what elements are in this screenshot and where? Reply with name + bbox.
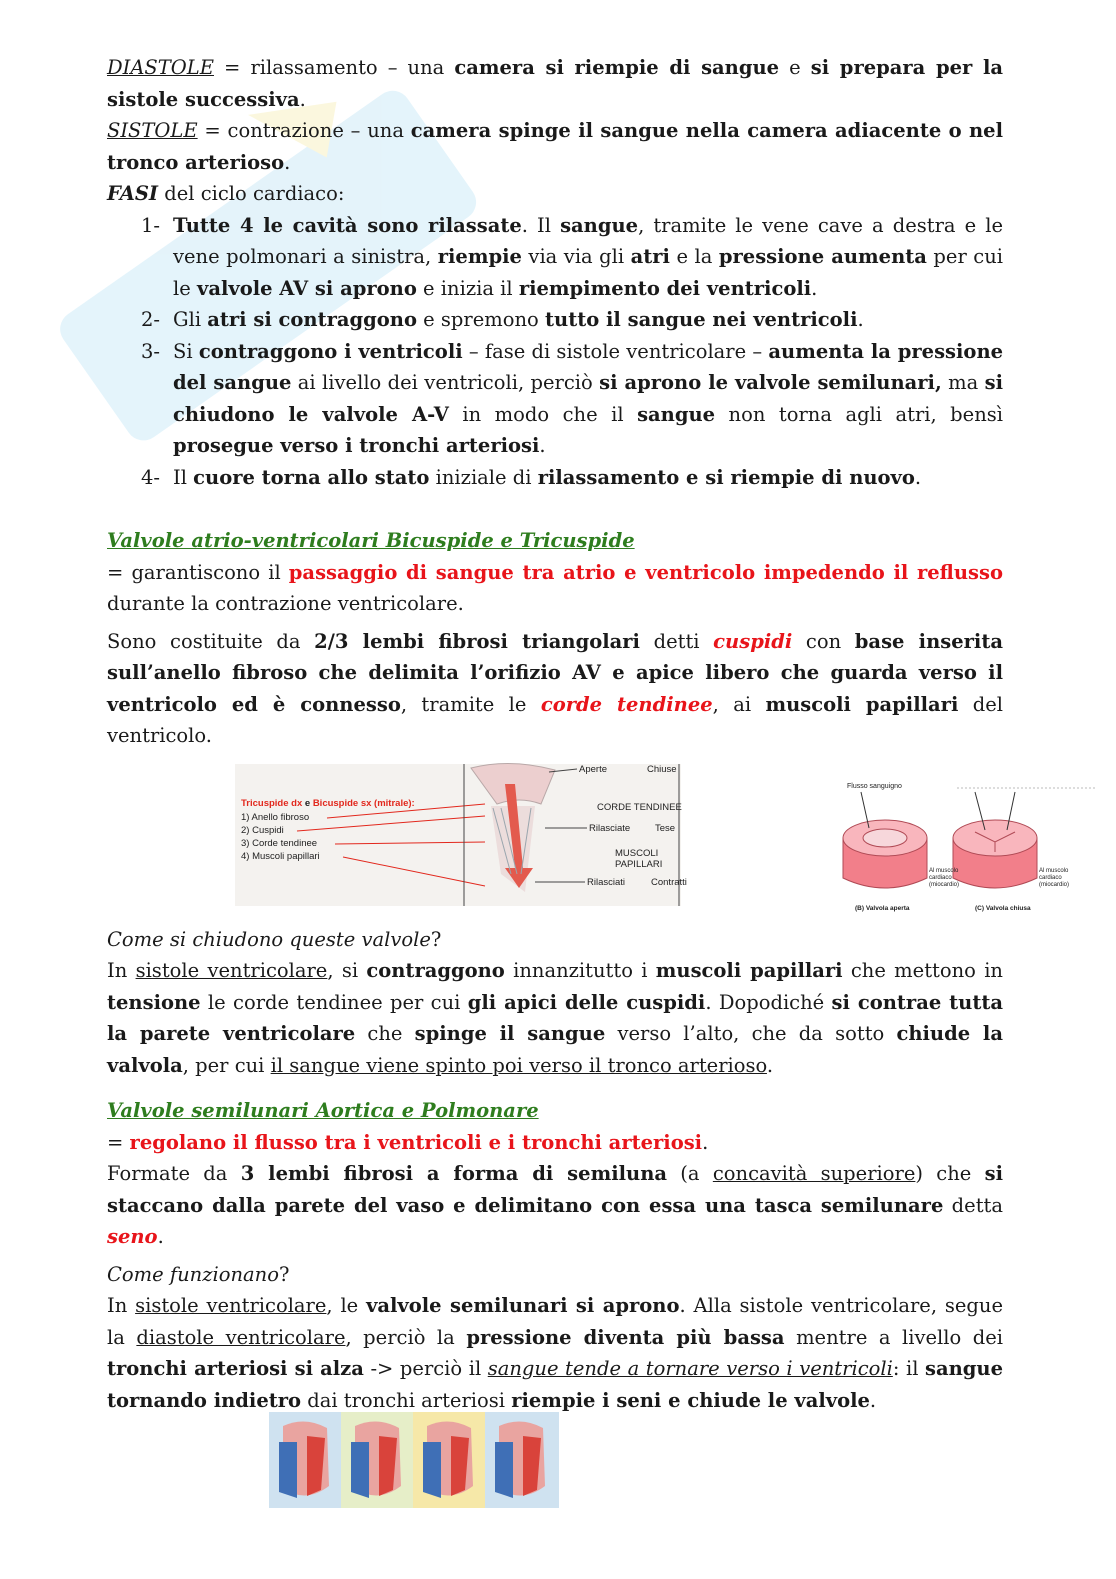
svg-text:PAPILLARI: PAPILLARI [615, 858, 663, 870]
semilunar-function: In sistole ventricolare, le valvole semilunari si aprono. Alla sistole ventricolare, segue la diastole ventricolare, perciò la pressione diventa più bassa mentre a livello dei tronchi arteriosi si alza -> perciò il sangue tende a tornare verso i ventricoli: il sangue tornando indietro dai tronchi arteriosi riempie i seni e chiude le valvole. [107, 1294, 1004, 1412]
svg-text:(C) Valvola chiusa: (C) Valvola chiusa [975, 904, 1031, 912]
svg-text:cardiaco: cardiaco [1039, 874, 1062, 881]
semilunar-definition: = regolano il flusso tra i ventricoli e i tronchi arteriosi. [107, 1130, 709, 1154]
fasi-list [107, 210, 1003, 494]
av-valve-diagram [235, 763, 687, 906]
figure-item: 3) Corde tendinee [241, 837, 318, 849]
document-page [107, 52, 1070, 1416]
list-item: 1- Tutte 4 le cavità sono rilassate. Il sangue, tramite le vene cave a destra e le vene polmonari a sinistra, riempie via via gli atri e la pressione aumenta per cui le valvole AV si aprono e inizia il riempimento dei ventricoli. [141, 213, 1003, 300]
figure-item: 4) Muscoli papillari [241, 850, 320, 862]
svg-text:(miocardio): (miocardio) [929, 881, 960, 888]
diastole-paragraph: DIASTOLE = rilassamento – una camera si riempie di sangue e si prepara per la sistole successiva. [107, 56, 1003, 111]
svg-text:Al muscolo: Al muscolo [1039, 867, 1069, 874]
list-item: 4- Il cuore torna allo stato iniziale di rilassamento e si riempie di nuovo. [141, 465, 922, 489]
av-definition: = garantiscono il passaggio di sangue tra atrio e ventricolo impedendo il reflusso durante la contrazione ventricolare. [107, 560, 1003, 615]
fasi-intro: FASI del ciclo cardiaco: [107, 182, 345, 205]
svg-text:Flusso sanguigno: Flusso sanguigno [847, 782, 902, 790]
figure-item: 1) Anello fibroso [241, 811, 310, 823]
svg-text:Al muscolo: Al muscolo [929, 867, 959, 874]
svg-text:Contratti: Contratti [651, 876, 687, 888]
svg-text:(miocardio): (miocardio) [1039, 881, 1070, 888]
chiusura-paragraph: In sistole ventricolare, si contraggono innanzitutto i muscoli papillari che mettono in tensione le corde tendinee per cui gli apici delle cuspidi. Dopodiché si contrae tutta la parete ventricolare che spinge il sangue verso l’alto, che da sotto chiude la valvola, per cui il sangue viene spinto poi verso il tronco arterioso. [107, 959, 1004, 1077]
svg-text:Rilasciati: Rilasciati [587, 876, 626, 888]
av-structure: Sono costituite da 2/3 lembi fibrosi triangolari detti cuspidi con base inserita sull’anello fibroso che delimita l’orifizio AV e apice libero che guarda verso il ventricolo ed è connesso, tramite le corde tendinee, ai muscoli papillari del ventricolo. [107, 629, 1003, 747]
heart-cycle-illustration [269, 1412, 559, 1508]
semilunar-structure: Formate da 3 lembi fibrosi a forma di semiluna (a concavità superiore) che si staccano dalla parete del vaso e delimitano con essa una tasca semilunare detta seno. [107, 1162, 1003, 1248]
list-item: 3- Si contraggono i ventricoli – fase di sistole ventricolare – aumenta la pressione del sangue ai livello dei ventricoli, perciò si aprono le valvole semilunari, ma si chiudono le valvole A-V in modo che il sangue non torna agli atri, bensì prosegue verso i tronchi arteriosi. [141, 339, 1004, 457]
svg-text:Rilasciate: Rilasciate [589, 822, 631, 834]
svg-text:Tricuspide dx e Bicuspide sx (: Tricuspide dx e Bicuspide sx (mitrale): [241, 797, 415, 809]
figure-item: 2) Cuspidi [241, 824, 284, 836]
svg-text:CORDE TENDINEE: CORDE TENDINEE [597, 801, 682, 813]
svg-text:cardiaco: cardiaco [929, 874, 952, 881]
svg-text:Aperte: Aperte [579, 763, 607, 775]
svg-text:Chiuse: Chiuse [647, 763, 677, 775]
av-valves-heading: Valvole atrio-ventricolari Bicuspide e Tricuspide [107, 529, 635, 552]
semilunar-question: Come funzionano? [107, 1262, 290, 1286]
chiusura-question: Come si chiudono queste valvole? [107, 927, 442, 951]
sistole-paragraph: SISTOLE = contrazione – una camera spinge il sangue nella camera adiacente o nel tronco arterioso. [107, 119, 1003, 174]
list-item: 2- Gli atri si contraggono e spremono tutto il sangue nei ventricoli. [141, 308, 864, 331]
svg-text:MUSCOLI: MUSCOLI [615, 847, 659, 859]
valve-open-closed-diagram [825, 780, 1105, 916]
figure-row [107, 752, 1070, 924]
svg-text:Tese: Tese [655, 822, 676, 834]
svg-text:(B) Valvola aperta: (B) Valvola aperta [855, 904, 910, 912]
semilunar-valves-heading: Valvole semilunari Aortica e Polmonare [107, 1099, 539, 1122]
